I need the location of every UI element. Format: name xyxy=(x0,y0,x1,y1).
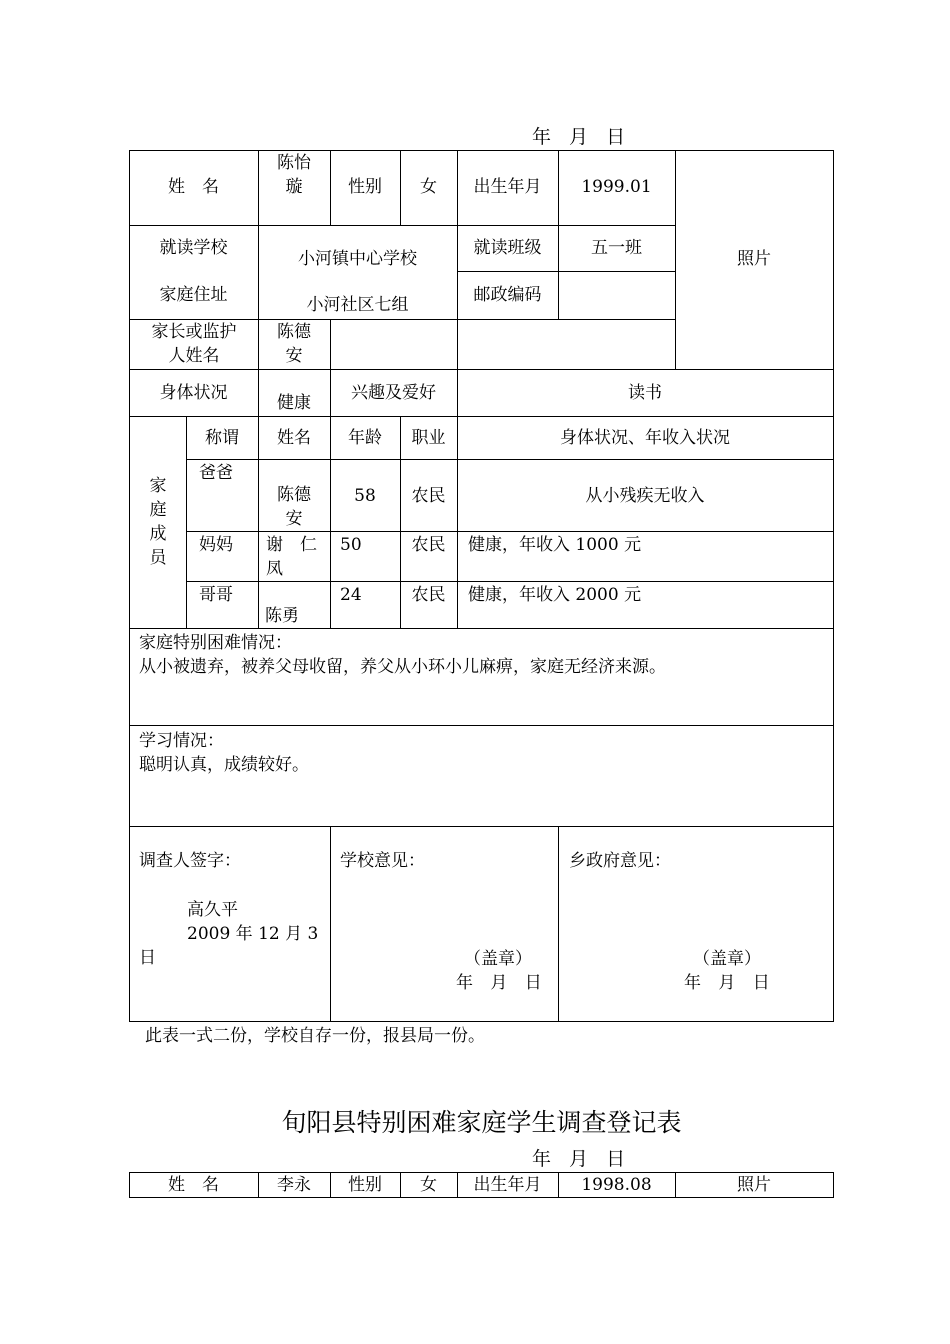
col-relation-header: 称谓 xyxy=(205,428,239,448)
guardian-value: 陈德安 xyxy=(277,322,311,366)
form2-birth-label: 出生年月 xyxy=(473,1175,542,1195)
member-name: 陈勇 xyxy=(265,606,299,626)
hardship-label: 家庭特别困难情况： xyxy=(139,633,292,653)
photo-label: 照片 xyxy=(737,249,771,269)
address-label: 家庭住址 xyxy=(159,285,228,305)
name-label: 姓 名 xyxy=(168,177,219,197)
form2-birth-value: 1998.08 xyxy=(581,1175,652,1195)
school-label: 就读学校 xyxy=(159,238,228,258)
study-text: 聪明认真，成绩较好。 xyxy=(139,755,309,775)
col-status-header: 身体状况、年收入状况 xyxy=(560,428,730,448)
hardship-text: 从小被遗弃，被养父母收留，养父从小环小儿麻痹，家庭无经济来源。 xyxy=(139,657,666,677)
gender-label: 性别 xyxy=(348,177,382,197)
member-age: 24 xyxy=(340,585,362,605)
form2-gender-label: 性别 xyxy=(348,1175,382,1195)
class-value: 五一班 xyxy=(591,238,642,258)
school-opinion-label: 学校意见： xyxy=(340,851,425,871)
form2-name-label: 姓 名 xyxy=(168,1175,219,1195)
form2-gender-value: 女 xyxy=(420,1175,437,1195)
member-relation: 妈妈 xyxy=(199,535,233,555)
form2-photo-label: 照片 xyxy=(737,1175,771,1195)
birth-label: 出生年月 xyxy=(473,177,542,197)
footnote: 此表一式二份，学校自存一份，报县局一份。 xyxy=(145,1026,485,1046)
col-job-header: 职业 xyxy=(411,428,446,448)
school-seal: （盖章） xyxy=(464,949,532,969)
form1-date-line: 年 月 日 xyxy=(532,126,632,148)
postcode-label: 邮政编码 xyxy=(473,285,542,305)
member-status: 健康，年收入 1000 元 xyxy=(468,535,642,555)
study-label: 学习情况： xyxy=(139,731,224,751)
birth-value: 1999.01 xyxy=(581,177,652,197)
member-job: 农民 xyxy=(411,535,446,555)
class-label: 就读班级 xyxy=(473,238,542,258)
gender-value: 女 xyxy=(420,177,437,197)
family-label: 家庭成员 xyxy=(149,476,167,568)
gov-seal: （盖章） xyxy=(693,949,761,969)
form2-date-line: 年 月 日 xyxy=(532,1148,632,1170)
investigator-name: 高久平 xyxy=(187,900,238,920)
name-value: 陈怡璇 xyxy=(277,153,311,197)
member-relation: 爸爸 xyxy=(199,463,233,483)
school-value: 小河镇中心学校 xyxy=(298,249,417,269)
member-job: 农民 xyxy=(411,486,446,506)
hobby-label: 兴趣及爱好 xyxy=(351,383,436,403)
gov-opinion-label: 乡政府意见： xyxy=(569,851,671,871)
school-date: 年 月 日 xyxy=(456,973,548,993)
member-job: 农民 xyxy=(411,585,446,605)
member-name: 谢 仁凤 xyxy=(266,535,317,579)
member-relation: 哥哥 xyxy=(199,585,233,605)
col-name-header: 姓名 xyxy=(277,428,311,448)
investigator-label: 调查人签字： xyxy=(139,851,241,871)
guardian-label: 家长或监护人姓名 xyxy=(151,322,237,366)
form2-name-value: 李永 xyxy=(277,1175,311,1195)
gov-date: 年 月 日 xyxy=(684,973,776,993)
form2-title: 旬阳县特别困难家庭学生调查登记表 xyxy=(281,1108,682,1137)
member-age: 58 xyxy=(354,486,376,506)
member-age: 50 xyxy=(340,535,362,555)
hobby-value: 读书 xyxy=(628,383,662,403)
address-value: 小河社区七组 xyxy=(306,295,409,315)
member-status: 从小残疾无收入 xyxy=(585,486,705,506)
col-age-header: 年龄 xyxy=(348,428,382,448)
health-label: 身体状况 xyxy=(159,383,228,403)
member-name: 陈德安 xyxy=(277,485,311,529)
health-value: 健康 xyxy=(277,393,311,413)
investigator-date: 2009 年 12 月 3 日 xyxy=(139,924,319,968)
member-status: 健康，年收入 2000 元 xyxy=(468,585,642,605)
